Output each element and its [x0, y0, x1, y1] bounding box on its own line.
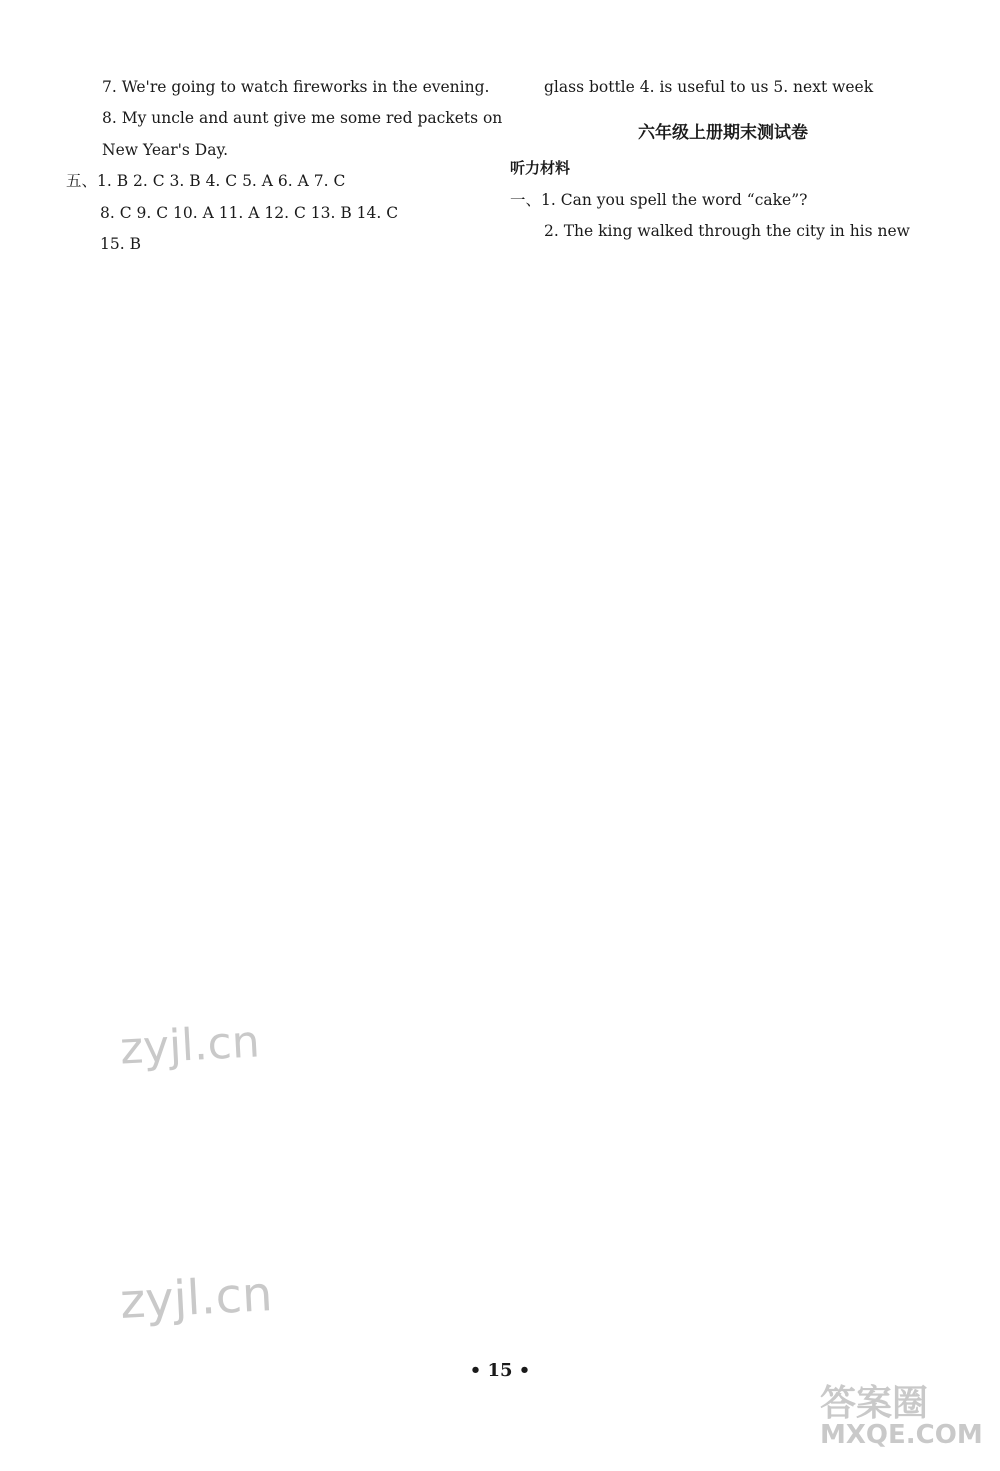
- answer-line: 2. The king walked through the city in his new: [544, 222, 910, 241]
- answer-line: glass bottle 4. is useful to us 5. next week: [544, 78, 874, 96]
- right-column-top: [510, 72, 936, 103]
- page-number: • 15 •: [469, 1360, 531, 1381]
- answer-line: 8. My uncle and aunt give me some red packets on: [102, 109, 503, 128]
- answer-line: 一、1. Can you spell the word “cake”?: [510, 190, 808, 209]
- watermark: zyjl.cn: [118, 1266, 274, 1330]
- answer-line: 15. B: [100, 235, 141, 254]
- section-heading: 听力材料: [510, 159, 571, 178]
- right-column: [510, 72, 936, 248]
- right-column-bottom: [510, 153, 936, 247]
- answer-line: New Year's Day.: [102, 140, 229, 159]
- answer-line: 7. We're going to watch fireworks in the evening.: [102, 78, 490, 96]
- left-column: [66, 72, 503, 260]
- watermark: 答案圈: [820, 1383, 929, 1424]
- answer-line: 8. C 9. C 10. A 11. A 12. C 13. B 14. C: [100, 203, 399, 222]
- watermark: zyjl.cn: [118, 1016, 261, 1075]
- exam-title: 六年级上册期末测试卷: [638, 123, 808, 144]
- answer-line: 五、1. B 2. C 3. B 4. C 5. A 6. A 7. C: [66, 172, 346, 191]
- watermark: MXQE.COM: [820, 1420, 983, 1450]
